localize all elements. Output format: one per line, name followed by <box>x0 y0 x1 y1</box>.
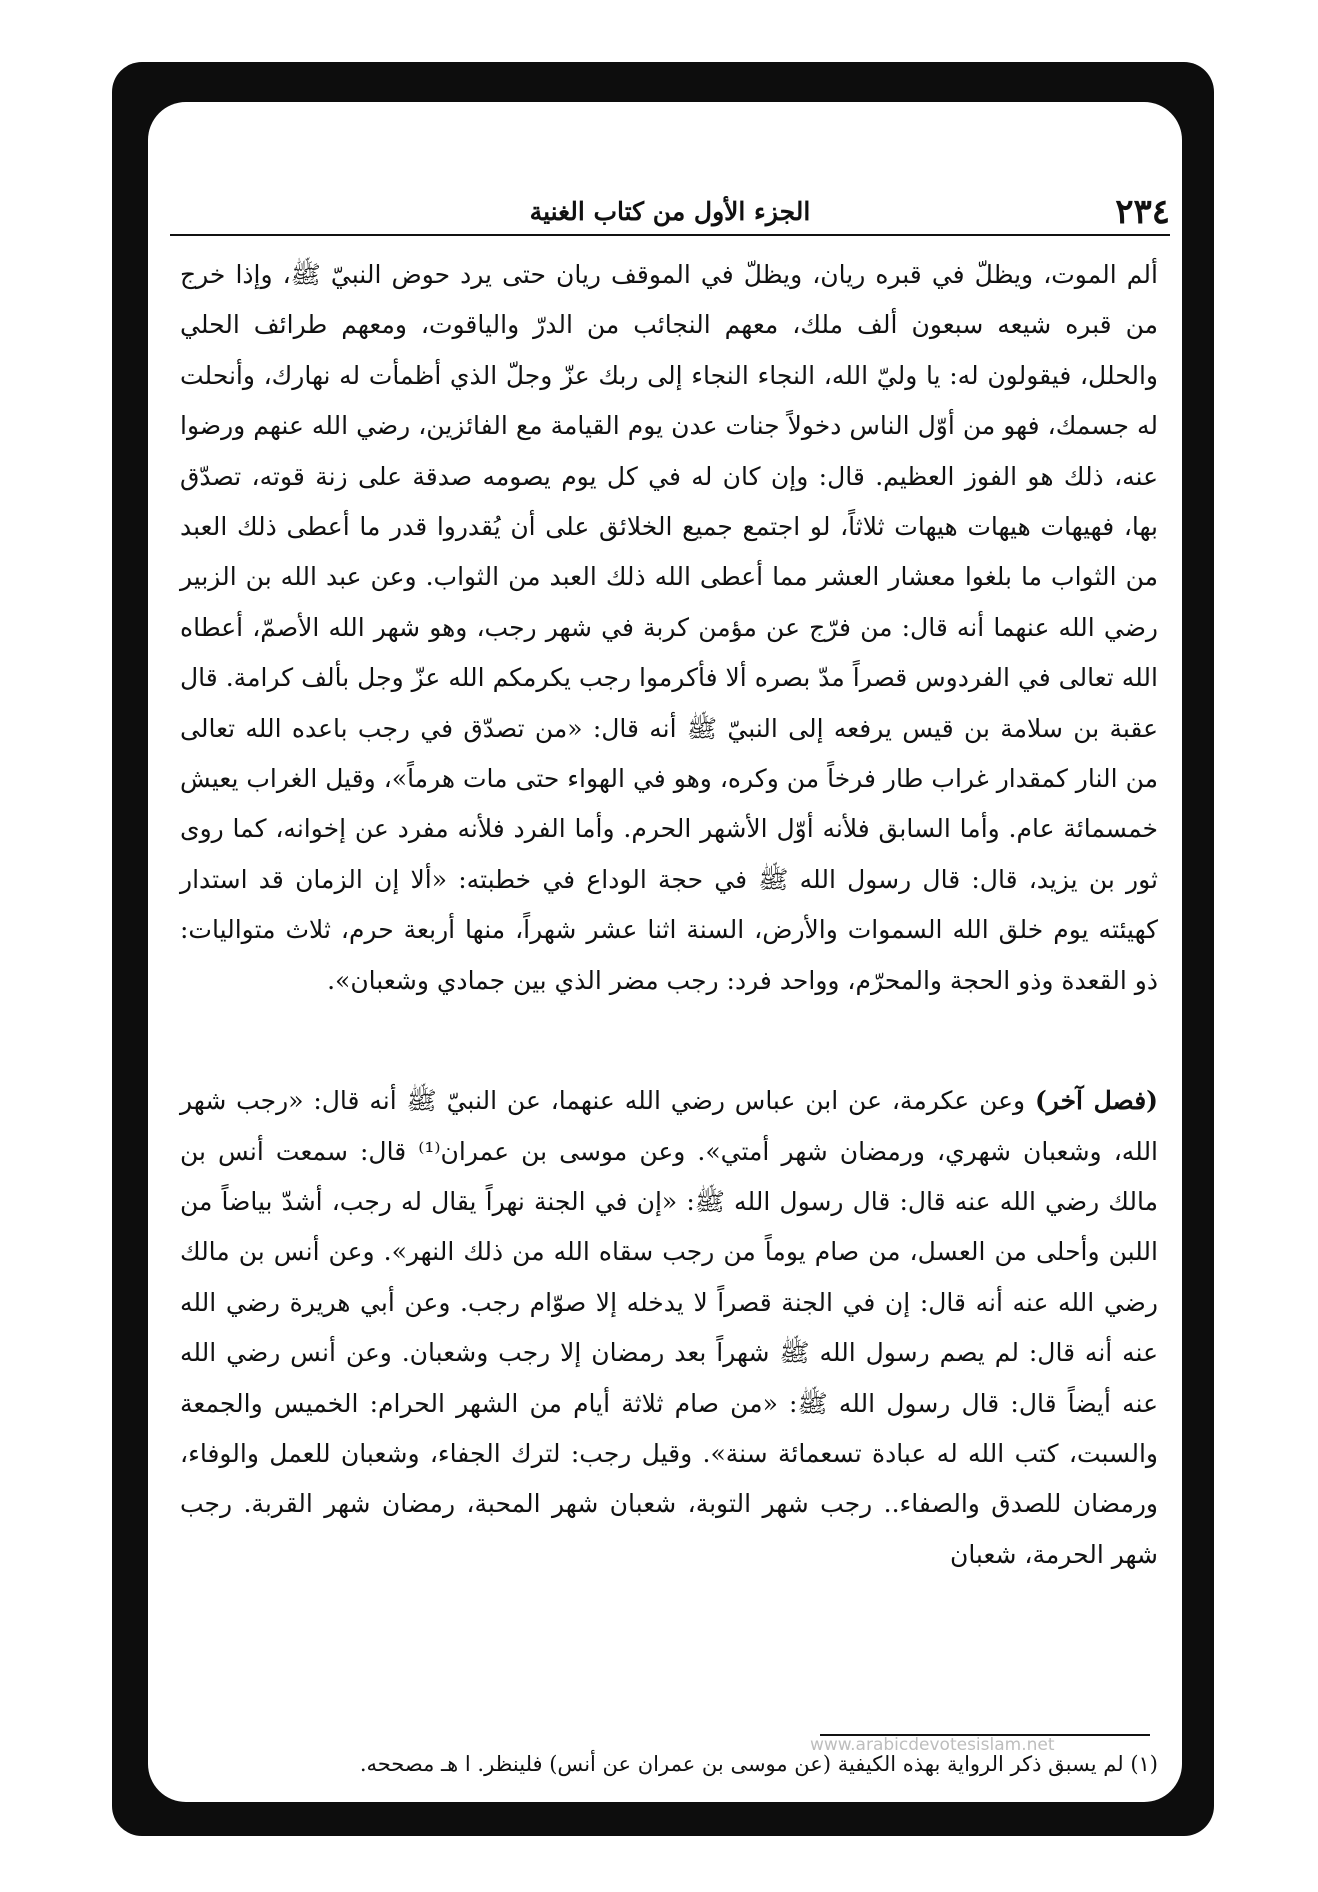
footnote: (١) لم يسبق ذكر الرواية بهذه الكيفية (عن موسى بن عمران عن أنس) فلينظر. ا هـ مصححه. <box>359 1752 1158 1776</box>
page-header <box>170 190 1170 236</box>
section-paragraph <box>180 1076 1158 1580</box>
section-heading: (فصل آخر) <box>1034 1086 1158 1116</box>
page-number: ٢٣٤ <box>1115 192 1170 232</box>
body-paragraph: ألم الموت، ويظلّ في قبره ريان، ويظلّ في الموقف ريان حتى يرد حوض النبيّ ﷺ، وإذا خرج من قبره شيعه سبعون ألف ملك، معهم النجائب من الدرّ والياقوت، ومعهم طرائف الحلي والحلل، فيقولون له: يا وليّ الله، النجاء النجاء إلى ربك عزّ وجلّ الذي أظمأت له نهارك، وأنحلت له جسمك، فهو من أوّل الناس دخولاً جنات عدن يوم القيامة مع الفائزين، رضي الله عنهم ورضوا عنه، ذلك هو الفوز العظيم. قال: وإن كان له في كل يوم يصومه صدقة على زنة قوته، تصدّق بها، فهيهات هيهات هيهات ثلاثاً، لو اجتمع جميع الخلائق على أن يُقدروا قدر ما أعطى ذلك العبد من الثواب ما بلغوا معشار العشر مما أعطى الله ذلك العبد من الثواب. وعن عبد الله بن الزبير رضي الله عنهما أنه قال: من فرّج عن مؤمن كربة في شهر رجب، وهو شهر الله الأصمّ، أعطاه الله تعالى في الفردوس قصراً مدّ بصره ألا فأكرموا رجب يكرمكم الله عزّ وجل بألف كرامة. قال عقبة بن سلامة بن قيس يرفعه إلى النبيّ ﷺ أنه قال: «من تصدّق في رجب باعده الله تعالى من النار كمقدار غراب طار فرخاً من وكره، وهو في الهواء حتى مات هرماً»، وقيل الغراب يعيش خمسمائة عام. وأما السابق فلأنه أوّل الأشهر الحرم. وأما الفرد فلأنه مفرد عن إخوانه، كما روى ثور بن يزيد، قال: قال رسول الله ﷺ في حجة الوداع في خطبته: «ألا إن الزمان قد استدار كهيئته يوم خلق الله السموات والأرض، السنة اثنا عشر شهراً، منها أربعة حرم، ثلاث متواليات: ذو القعدة وذو الحجة والمحرّم، وواحد فرد: رجب مضر الذي بين جمادي وشعبان». <box>180 260 1158 995</box>
page-body <box>180 250 1158 1580</box>
section-text: وعن عكرمة، عن ابن عباس رضي الله عنهما، عن النبيّ ﷺ أنه قال: «رجب شهر الله، وشعبان شهري، ورمضان شهر أمتي». وعن موسى بن عمران⁽¹⁾ قال: سمعت أنس بن مالك رضي الله عنه قال: قال رسول الله ﷺ: «إن في الجنة نهراً يقال له رجب، أشدّ بياضاً من اللبن وأحلى من العسل، من صام يوماً من رجب سقاه الله من ذلك النهر». وعن أنس بن مالك رضي الله عنه أنه قال: إن في الجنة قصراً لا يدخله إلا صوّام رجب. وعن أبي هريرة رضي الله عنه أنه قال: لم يصم رسول الله ﷺ شهراً بعد رمضان إلا رجب وشعبان. وعن أنس رضي الله عنه أيضاً قال: قال رسول الله ﷺ: «من صام ثلاثة أيام من الشهر الحرام: الخميس والجمعة والسبت، كتب الله له عبادة تسعمائة سنة». وقيل رجب: لترك الجفاء، وشعبان للعمل والوفاء، ورمضان للصدق والصفاء.. رجب شهر التوبة، شعبان شهر المحبة، رمضان شهر القربة. رجب شهر الحرمة، شعبان <box>180 1086 1159 1569</box>
running-title: الجزء الأول من كتاب الغنية <box>529 197 811 226</box>
watermark: www.arabicdevotesislam.net <box>810 1735 1055 1755</box>
